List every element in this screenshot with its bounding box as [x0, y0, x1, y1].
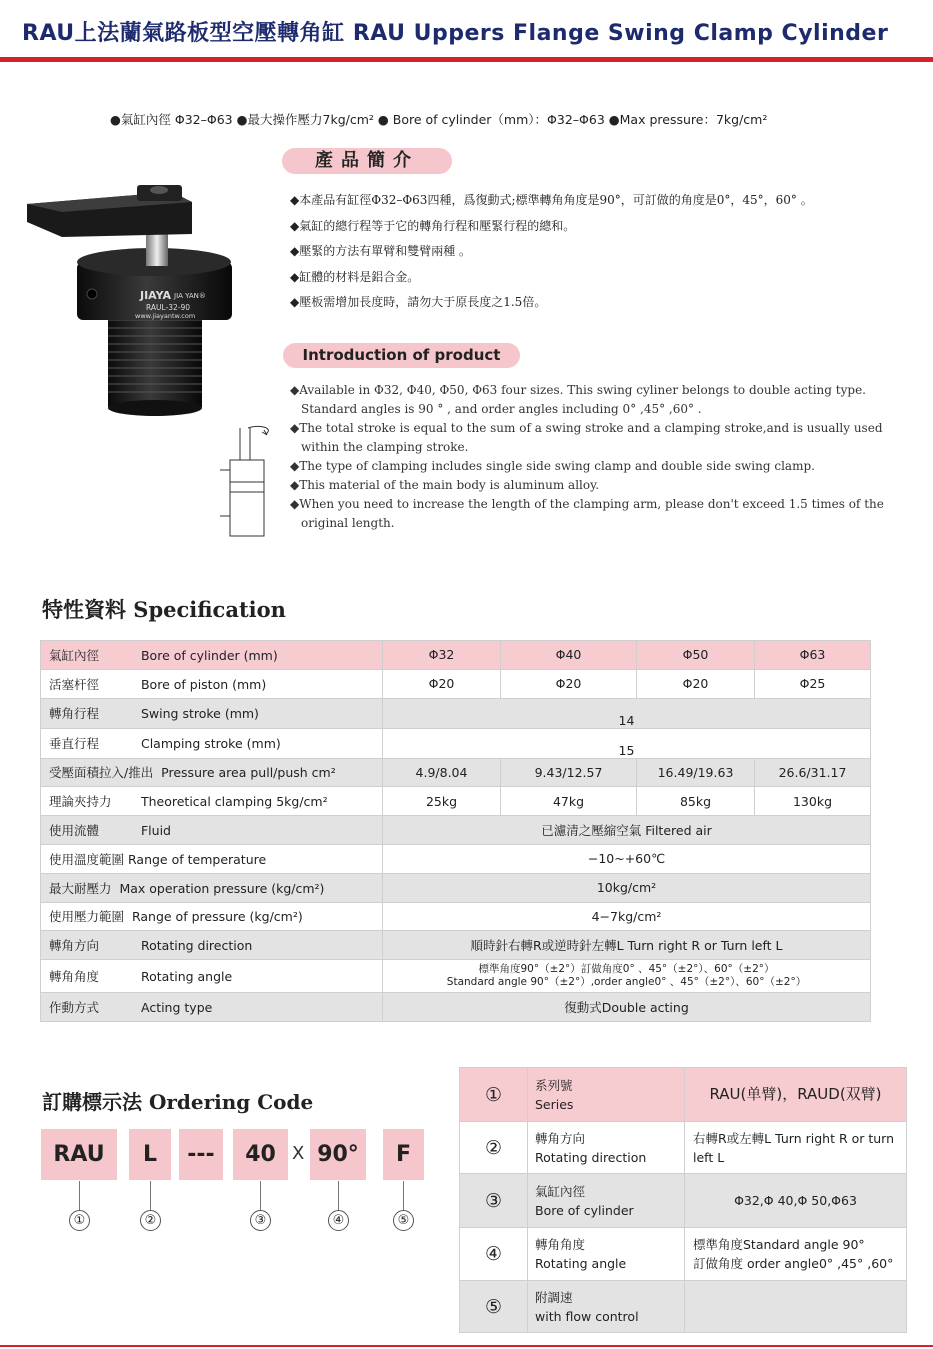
spec-label	[41, 758, 383, 787]
leader-line	[150, 1181, 151, 1211]
intro-cn-item: ◆本產品有缸徑Φ32–Φ63四種，爲復動式;標準轉角角度是90°，可訂做的角度是0°，45°，60° 。	[290, 193, 813, 207]
order-name	[528, 1174, 685, 1228]
marker-2: ②	[140, 1210, 161, 1231]
intro-en-item: ◆The total stroke is equal to the sum of a swing stroke and a clamping stroke,and is usually used within the clamping stroke.	[290, 421, 883, 454]
order-name-en: with flow control	[535, 1308, 639, 1324]
spec-row-maxp	[41, 873, 871, 902]
angle-line-en: Standard angle 90°（±2°）,order angle0° 、45°（±2°）、60°（±2°）	[446, 976, 807, 989]
cylinder-schematic	[218, 420, 278, 538]
order-desc: 右轉R或左轉L Turn right R or turn left L	[685, 1122, 907, 1174]
order-name	[528, 1122, 685, 1174]
spec-cell: 14	[383, 698, 871, 728]
spec-label	[41, 960, 383, 993]
label-en: Swing stroke (mm)	[140, 706, 259, 722]
spec-row-temp	[41, 844, 871, 873]
code-separator: ---	[179, 1129, 223, 1180]
spec-label	[41, 844, 383, 873]
spec-cell: 16.49/19.63	[637, 758, 755, 787]
order-name-en: Rotating angle	[535, 1256, 627, 1271]
order-name-cn: 氣缸內徑	[535, 1183, 586, 1199]
label-en: Acting type	[140, 1000, 213, 1016]
spec-label	[41, 669, 383, 698]
intro-en-item: ◆The type of clamping includes single side swing clamp and double side swing clamp.	[290, 459, 815, 473]
label-cn: 氣缸內徑	[49, 647, 100, 663]
spec-cell: 4.9/8.04	[383, 758, 501, 787]
label-cn: 轉角方向	[49, 938, 100, 954]
angle-line-cn: 標準角度90°（±2°）訂做角度0° 、45°（±2°）、60°（±2°）	[478, 963, 775, 976]
spec-label	[41, 873, 383, 902]
spec-cell: 25kg	[383, 787, 501, 816]
spec-cell: 順時針右轉R或逆時針左轉L Turn right R or Turn left L	[383, 931, 871, 960]
label-en: Clamping stroke (mm)	[140, 736, 281, 752]
order-name	[528, 1228, 685, 1281]
label-cn: 作動方式	[49, 1000, 100, 1016]
order-name-cn: 附調速	[535, 1289, 573, 1305]
bottom-rule	[0, 1345, 933, 1347]
label-en: Range of pressure (kg/cm²)	[131, 909, 303, 925]
label-en: Fluid	[140, 823, 171, 839]
order-name-en: Bore of cylinder	[535, 1202, 634, 1218]
title-bar	[0, 0, 933, 62]
spec-cell: 10kg/cm²	[383, 873, 871, 902]
product-model: RAUL-32-90	[146, 303, 191, 312]
spec-row-area	[41, 758, 871, 787]
spec-cell: 85kg	[637, 787, 755, 816]
intro-cn-item: ◆氣缸的總行程等于它的轉角行程和壓緊行程的總和。	[290, 218, 576, 233]
spec-row-piston	[41, 669, 871, 698]
marker-3: ③	[250, 1210, 271, 1231]
intro-cn-title: 產品簡介	[282, 148, 452, 174]
order-name-en: Series	[535, 1096, 574, 1112]
order-num: ②	[460, 1122, 528, 1174]
label-en: Pressure area pull/push cm²	[161, 765, 336, 781]
spec-cell: 15	[383, 728, 871, 758]
order-desc-line: 標準角度Standard angle 90°	[693, 1237, 865, 1252]
intro-en-item: ◆This material of the main body is aluminum alloy.	[290, 478, 600, 492]
label-en: Bore of piston (mm)	[140, 676, 267, 692]
order-name	[528, 1281, 685, 1333]
spec-row-bore	[41, 641, 871, 670]
order-num: ④	[460, 1228, 528, 1281]
spec-row-angle	[41, 960, 871, 993]
label-cn: 受壓面積拉入/推出	[49, 765, 154, 781]
label-en: Range of temperature	[128, 851, 267, 867]
spec-label	[41, 728, 383, 758]
order-name-cn: 系列號	[535, 1077, 573, 1093]
spec-cell: Φ50	[637, 641, 755, 670]
product-logo: JIAYA	[140, 289, 172, 302]
spec-cell: 9.43/12.57	[501, 758, 637, 787]
order-desc: Φ32,Φ 40,Φ 50,Φ63	[685, 1174, 907, 1228]
spec-row-range	[41, 902, 871, 931]
spec-cell: 26.6/31.17	[755, 758, 871, 787]
spec-row-fluid	[41, 816, 871, 845]
label-cn: 使用溫度範圍	[49, 851, 125, 867]
order-num: ③	[460, 1174, 528, 1228]
product-url: www.jiayantw.com	[135, 312, 196, 320]
label-en: Bore of cylinder (mm)	[140, 647, 278, 663]
marker-4: ④	[328, 1210, 349, 1231]
spec-label	[41, 902, 383, 931]
intro-cn-item: ◆壓緊的方法有單臂和雙臂兩種 。	[290, 244, 472, 258]
marker-1: ①	[69, 1210, 90, 1231]
label-en: Theoretical clamping 5kg/cm²	[140, 794, 328, 810]
spec-label	[41, 816, 383, 845]
spec-cell: 4−7kg/cm²	[383, 902, 871, 931]
product-image	[22, 182, 237, 422]
order-row	[460, 1174, 907, 1228]
label-cn: 活塞杆徑	[49, 676, 100, 692]
label-cn: 垂直行程	[49, 736, 100, 752]
label-en: Rotating angle	[140, 969, 233, 985]
order-desc: RAU(单臂)，RAUD(双臂)	[685, 1068, 907, 1122]
intro-cn-list	[290, 188, 813, 316]
spec-label	[41, 931, 383, 960]
order-desc-line: 訂做角度 order angle0° ,45° ,60°	[693, 1256, 894, 1271]
page-title: RAU上法蘭氣路板型空壓轉角缸 RAU Uppers Flange Swing Clamp Cylinder	[22, 21, 889, 46]
order-name-cn: 轉角角度	[535, 1237, 586, 1252]
spec-cell: Φ20	[383, 669, 501, 698]
spec-cell: −10~+60℃	[383, 844, 871, 873]
spec-cell	[383, 960, 871, 993]
intro-en-list	[290, 381, 900, 533]
spec-row-clamp	[41, 728, 871, 758]
spec-label	[41, 993, 383, 1022]
leader-line	[79, 1181, 80, 1211]
spec-title: 特性資料 Specification	[42, 597, 286, 622]
order-desc	[685, 1228, 907, 1281]
spec-cell: Φ63	[755, 641, 871, 670]
intro-en-title: Introduction of product	[283, 343, 520, 368]
label-cn: 轉角角度	[49, 969, 100, 985]
spec-row-acting	[41, 993, 871, 1022]
code-bore: 40	[233, 1129, 288, 1180]
spec-cell: Φ20	[637, 669, 755, 698]
code-times: X	[292, 1143, 305, 1164]
spec-row-force	[41, 787, 871, 816]
spec-table	[40, 640, 871, 1022]
summary-spec-line: ●氣缸內徑 Φ32–Φ63 ●最大操作壓力7kg/cm² ● Bore of cylinder（mm）：Φ32–Φ63 ●Max pressure：7kg/cm²	[110, 112, 768, 127]
marker-5: ⑤	[393, 1210, 414, 1231]
intro-cn-item: ◆缸體的材料是鋁合金。	[290, 269, 420, 284]
order-num: ①	[460, 1068, 528, 1122]
order-row	[460, 1068, 907, 1122]
intro-en-item: ◆When you need to increase the length of the clamping arm, please don't exceed 1.5 times of the original length.	[290, 497, 884, 530]
order-name-cn: 轉角方向	[535, 1130, 586, 1146]
code-direction: L	[129, 1129, 171, 1180]
spec-row-swing	[41, 698, 871, 728]
label-cn: 理論夾持力	[49, 794, 112, 810]
label-cn: 轉角行程	[49, 706, 100, 722]
intro-cn-item: ◆壓板需增加長度時，請勿大于原長度之1.5倍。	[290, 295, 547, 309]
spec-cell: 復動式Double acting	[383, 993, 871, 1022]
order-row	[460, 1122, 907, 1174]
order-name	[528, 1068, 685, 1122]
code-angle: 90°	[310, 1129, 366, 1180]
label-cn: 使用壓力範圍	[49, 909, 125, 925]
order-num: ⑤	[460, 1281, 528, 1333]
label-cn: 使用流體	[49, 823, 100, 839]
spec-cell: 47kg	[501, 787, 637, 816]
spec-cell: 已濾清之壓縮空氣 Filtered air	[383, 816, 871, 845]
spec-cell: Φ32	[383, 641, 501, 670]
leader-line	[403, 1181, 404, 1211]
label-en: Max operation pressure (kg/cm²)	[119, 880, 325, 896]
spec-label	[41, 641, 383, 670]
spec-cell: Φ40	[501, 641, 637, 670]
order-row	[460, 1228, 907, 1281]
order-name-en: Rotating direction	[535, 1149, 647, 1165]
ordering-table	[459, 1067, 907, 1333]
spec-cell: Φ25	[755, 669, 871, 698]
order-desc	[685, 1281, 907, 1333]
code-flow: F	[383, 1129, 424, 1180]
label-en: Rotating direction	[140, 938, 253, 954]
spec-cell: Φ20	[501, 669, 637, 698]
leader-line	[338, 1181, 339, 1211]
intro-en-item: ◆Available in Φ32, Φ40, Φ50, Φ63 four sizes. This swing cyliner belongs to double acting type. Standard angles is 90 ° , and order angles including 0° ,45° ,60° .	[290, 383, 866, 416]
order-row	[460, 1281, 907, 1333]
title-rule	[0, 57, 933, 62]
leader-line	[260, 1181, 261, 1211]
spec-label	[41, 787, 383, 816]
label-cn: 最大耐壓力	[49, 880, 112, 896]
spec-cell: 130kg	[755, 787, 871, 816]
ordering-title: 訂購標示法 Ordering Code	[42, 1090, 314, 1114]
product-brand: JIA YAN®	[174, 292, 206, 300]
code-series: RAU	[41, 1129, 117, 1180]
spec-row-direction	[41, 931, 871, 960]
spec-label	[41, 698, 383, 728]
